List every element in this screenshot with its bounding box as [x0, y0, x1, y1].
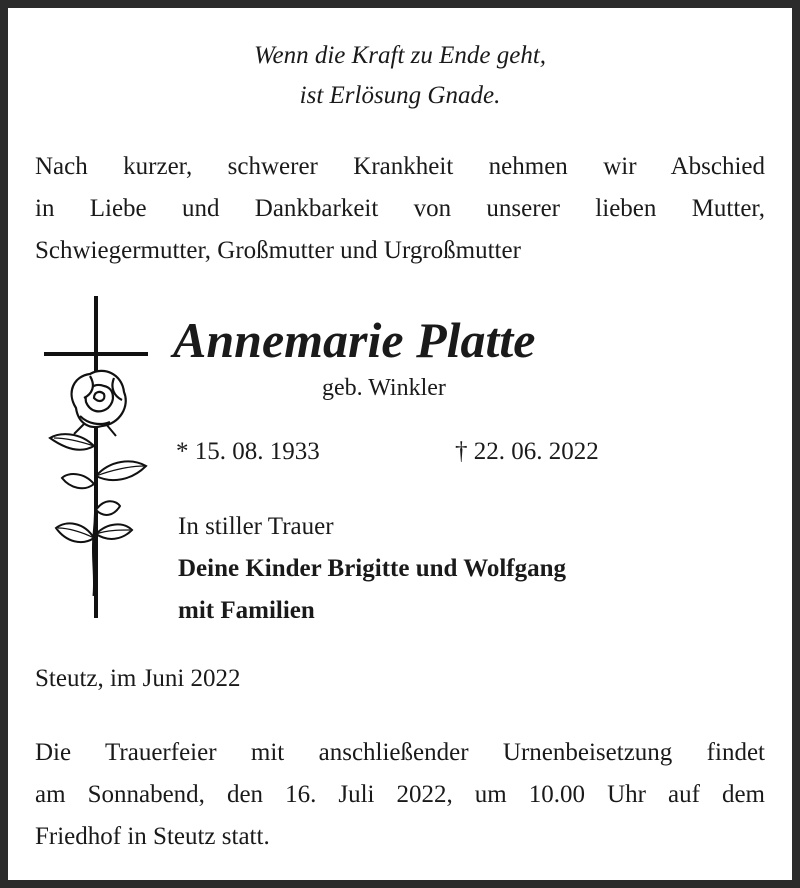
- mourners-line: Deine Kinder Brigitte und Wolfgang: [178, 555, 567, 582]
- intro-line: Schwiegermutter, Großmutter und Urgroßmutter: [35, 237, 521, 264]
- mourners: [178, 548, 566, 632]
- funeral-line: Friedhof in Steutz statt.: [35, 823, 270, 850]
- motto-line: ist Erlösung Gnade.: [299, 82, 501, 109]
- mourning-intro: In stiller Trauer: [178, 513, 334, 540]
- birth-date: * 15. 08. 1933: [176, 438, 320, 465]
- obituary-notice: [8, 8, 792, 880]
- intro-line: Nach kurzer, schwerer Krankheit nehmen wir Abschied: [35, 153, 765, 180]
- maiden-name: geb. Winkler: [322, 375, 446, 401]
- funeral-line: am Sonnabend, den 16. Juli 2022, um 10.00 Uhr auf dem: [35, 781, 765, 808]
- deceased-name: Annemarie Platte: [173, 312, 536, 368]
- motto-line: Wenn die Kraft zu Ende geht,: [253, 42, 547, 69]
- death-date: † 22. 06. 2022: [455, 438, 599, 465]
- place-and-date: Steutz, im Juni 2022: [35, 665, 241, 692]
- motto-verse: [8, 36, 792, 116]
- mourners-line: mit Familien: [178, 597, 315, 624]
- funeral-notice: [35, 732, 765, 858]
- cross-with-rose-icon: [44, 296, 154, 618]
- funeral-line: Die Trauerfeier mit anschließender Urnenbeisetzung findet: [35, 739, 765, 766]
- intro-paragraph: [35, 146, 765, 272]
- intro-line: in Liebe und Dankbarkeit von unserer lieben Mutter,: [35, 195, 765, 222]
